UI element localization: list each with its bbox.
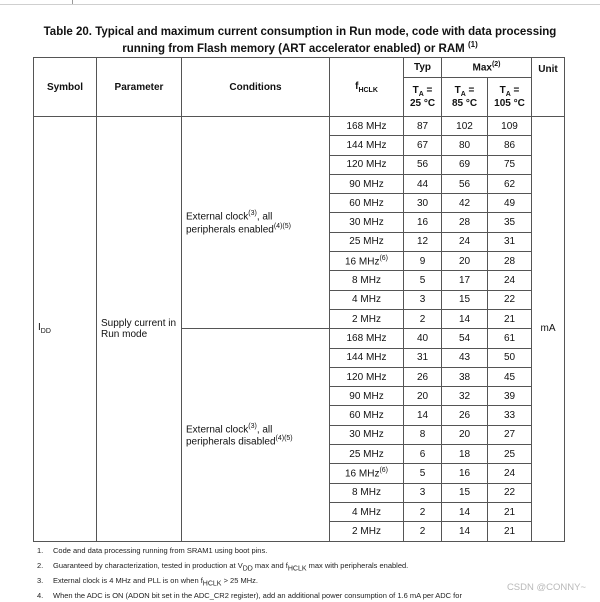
typ-25c-cell: 16 [404, 213, 442, 232]
max-105c-cell: 33 [488, 406, 532, 425]
table-caption-line2: running from Flash memory (ART accelerator enabled) or RAM $^{(1)}$ [122, 40, 478, 55]
max-105c-cell: 22 [488, 290, 532, 309]
max-105c-cell: 61 [488, 329, 532, 348]
fhclk-cell: 120 MHz [330, 155, 404, 174]
max-85c-cell: 16 [442, 464, 488, 483]
max-85c-cell: 28 [442, 213, 488, 232]
max-105c-cell: 39 [488, 387, 532, 406]
typ-25c-cell: 14 [404, 406, 442, 425]
header-ta-25: $T_A$ = 25 °C [404, 78, 442, 117]
top-rule-tick [72, 0, 73, 4]
max-85c-cell: 14 [442, 522, 488, 541]
fhclk-cell: 168 MHz [330, 117, 404, 136]
current-consumption-table [33, 57, 565, 542]
fhclk-cell: 30 MHz [330, 425, 404, 444]
fhclk-cell: 8 MHz [330, 271, 404, 290]
max-85c-cell: 14 [442, 309, 488, 328]
max-105c-cell: 21 [488, 522, 532, 541]
header-max: Max$^{(2)}$ [442, 58, 532, 78]
typ-25c-cell: 67 [404, 136, 442, 155]
top-rule [0, 4, 600, 5]
fhclk-cell: 90 MHz [330, 387, 404, 406]
max-105c-cell: 21 [488, 309, 532, 328]
footnote-3: 3. External clock is 4 MHz and PLL is on when $f_{HCLK} > 25$ MHz. [37, 576, 258, 588]
typ-25c-cell: 9 [404, 252, 442, 271]
typ-25c-cell: 2 [404, 502, 442, 521]
max-85c-cell: 14 [442, 502, 488, 521]
unit-cell: mA [532, 117, 565, 542]
header-conditions: Conditions [182, 58, 330, 117]
fhclk-cell: 2 MHz [330, 309, 404, 328]
max-105c-cell: 25 [488, 445, 532, 464]
fhclk-cell: 25 MHz [330, 232, 404, 251]
max-85c-cell: 18 [442, 445, 488, 464]
typ-25c-cell: 2 [404, 522, 442, 541]
fhclk-cell: 16 MHz$^{(6)}$ [330, 464, 404, 483]
max-105c-cell: 62 [488, 174, 532, 193]
max-85c-cell: 32 [442, 387, 488, 406]
fhclk-cell: 2 MHz [330, 522, 404, 541]
typ-25c-cell: 31 [404, 348, 442, 367]
fhclk-cell: 60 MHz [330, 194, 404, 213]
header-unit: Unit [532, 58, 565, 117]
header-parameter: Parameter [97, 58, 182, 117]
max-85c-cell: 43 [442, 348, 488, 367]
symbol-cell: $I_{DD}$ [34, 117, 97, 542]
max-105c-cell: 24 [488, 464, 532, 483]
max-85c-cell: 102 [442, 117, 488, 136]
typ-25c-cell: 2 [404, 309, 442, 328]
max-105c-cell: 27 [488, 425, 532, 444]
typ-25c-cell: 3 [404, 483, 442, 502]
max-105c-cell: 49 [488, 194, 532, 213]
max-85c-cell: 15 [442, 483, 488, 502]
header-fhclk: $f_{HCLK}$ [330, 58, 404, 117]
header-symbol: Symbol [34, 58, 97, 117]
typ-25c-cell: 12 [404, 232, 442, 251]
max-105c-cell: 75 [488, 155, 532, 174]
fhclk-cell: 144 MHz [330, 136, 404, 155]
max-105c-cell: 21 [488, 502, 532, 521]
max-85c-cell: 42 [442, 194, 488, 213]
header-typ: Typ [404, 58, 442, 78]
fhclk-cell: 60 MHz [330, 406, 404, 425]
typ-25c-cell: 3 [404, 290, 442, 309]
typ-25c-cell: 20 [404, 387, 442, 406]
typ-25c-cell: 87 [404, 117, 442, 136]
fhclk-cell: 8 MHz [330, 483, 404, 502]
max-105c-cell: 24 [488, 271, 532, 290]
table-caption-line1: Table 20. Typical and maximum current consumption in Run mode, code with data processing [43, 26, 557, 38]
max-85c-cell: 24 [442, 232, 488, 251]
max-85c-cell: 56 [442, 174, 488, 193]
fhclk-cell: 120 MHz [330, 367, 404, 386]
max-85c-cell: 17 [442, 271, 488, 290]
header-ta-105: $T_A$ = 105 °C [488, 78, 532, 117]
max-105c-cell: 28 [488, 252, 532, 271]
fhclk-cell: 30 MHz [330, 213, 404, 232]
max-85c-cell: 20 [442, 252, 488, 271]
max-85c-cell: 54 [442, 329, 488, 348]
max-105c-cell: 31 [488, 232, 532, 251]
typ-25c-cell: 44 [404, 174, 442, 193]
typ-25c-cell: 56 [404, 155, 442, 174]
fhclk-cell: 4 MHz [330, 502, 404, 521]
max-85c-cell: 80 [442, 136, 488, 155]
fhclk-cell: 90 MHz [330, 174, 404, 193]
max-85c-cell: 38 [442, 367, 488, 386]
typ-25c-cell: 5 [404, 271, 442, 290]
max-85c-cell: 15 [442, 290, 488, 309]
header-ta-85: $T_A$ = 85 °C [442, 78, 488, 117]
watermark: CSDN @CONNY~ [506, 582, 586, 593]
fhclk-cell: 4 MHz [330, 290, 404, 309]
fhclk-cell: 168 MHz [330, 329, 404, 348]
conditions-cell-disabled: External clock$^{(3)}$, all peripherals disabled$^{(4)(5)}$ [182, 329, 330, 541]
max-105c-cell: 86 [488, 136, 532, 155]
footnote-2: 2. Guaranteed by characterization, tested in production at $V_{DD}$ max and $f_{HCLK}$ max with peripherals enabled. [37, 561, 409, 573]
typ-25c-cell: 8 [404, 425, 442, 444]
fhclk-cell: 16 MHz$^{(6)}$ [330, 252, 404, 271]
footnote-1: 1. Code and data processing running from SRAM1 using boot pins. [37, 546, 268, 555]
parameter-cell: Supply current in Run mode [97, 117, 182, 542]
header-row-1 [34, 58, 565, 78]
fhclk-cell: 25 MHz [330, 445, 404, 464]
typ-25c-cell: 6 [404, 445, 442, 464]
max-105c-cell: 45 [488, 367, 532, 386]
footnote-4: 4. When the ADC is ON (ADON bit set in the ADC_CR2 register), add an additional power consumption of 1.6 mA per ADC for [37, 591, 462, 600]
typ-25c-cell: 26 [404, 367, 442, 386]
typ-25c-cell: 30 [404, 194, 442, 213]
table-row [34, 117, 565, 136]
max-105c-cell: 22 [488, 483, 532, 502]
max-85c-cell: 20 [442, 425, 488, 444]
max-105c-cell: 109 [488, 117, 532, 136]
typ-25c-cell: 5 [404, 464, 442, 483]
max-85c-cell: 69 [442, 155, 488, 174]
max-105c-cell: 50 [488, 348, 532, 367]
typ-25c-cell: 40 [404, 329, 442, 348]
max-105c-cell: 35 [488, 213, 532, 232]
fhclk-cell: 144 MHz [330, 348, 404, 367]
max-85c-cell: 26 [442, 406, 488, 425]
conditions-cell-enabled: External clock$^{(3)}$, all peripherals enabled$^{(4)(5)}$ [182, 117, 330, 329]
